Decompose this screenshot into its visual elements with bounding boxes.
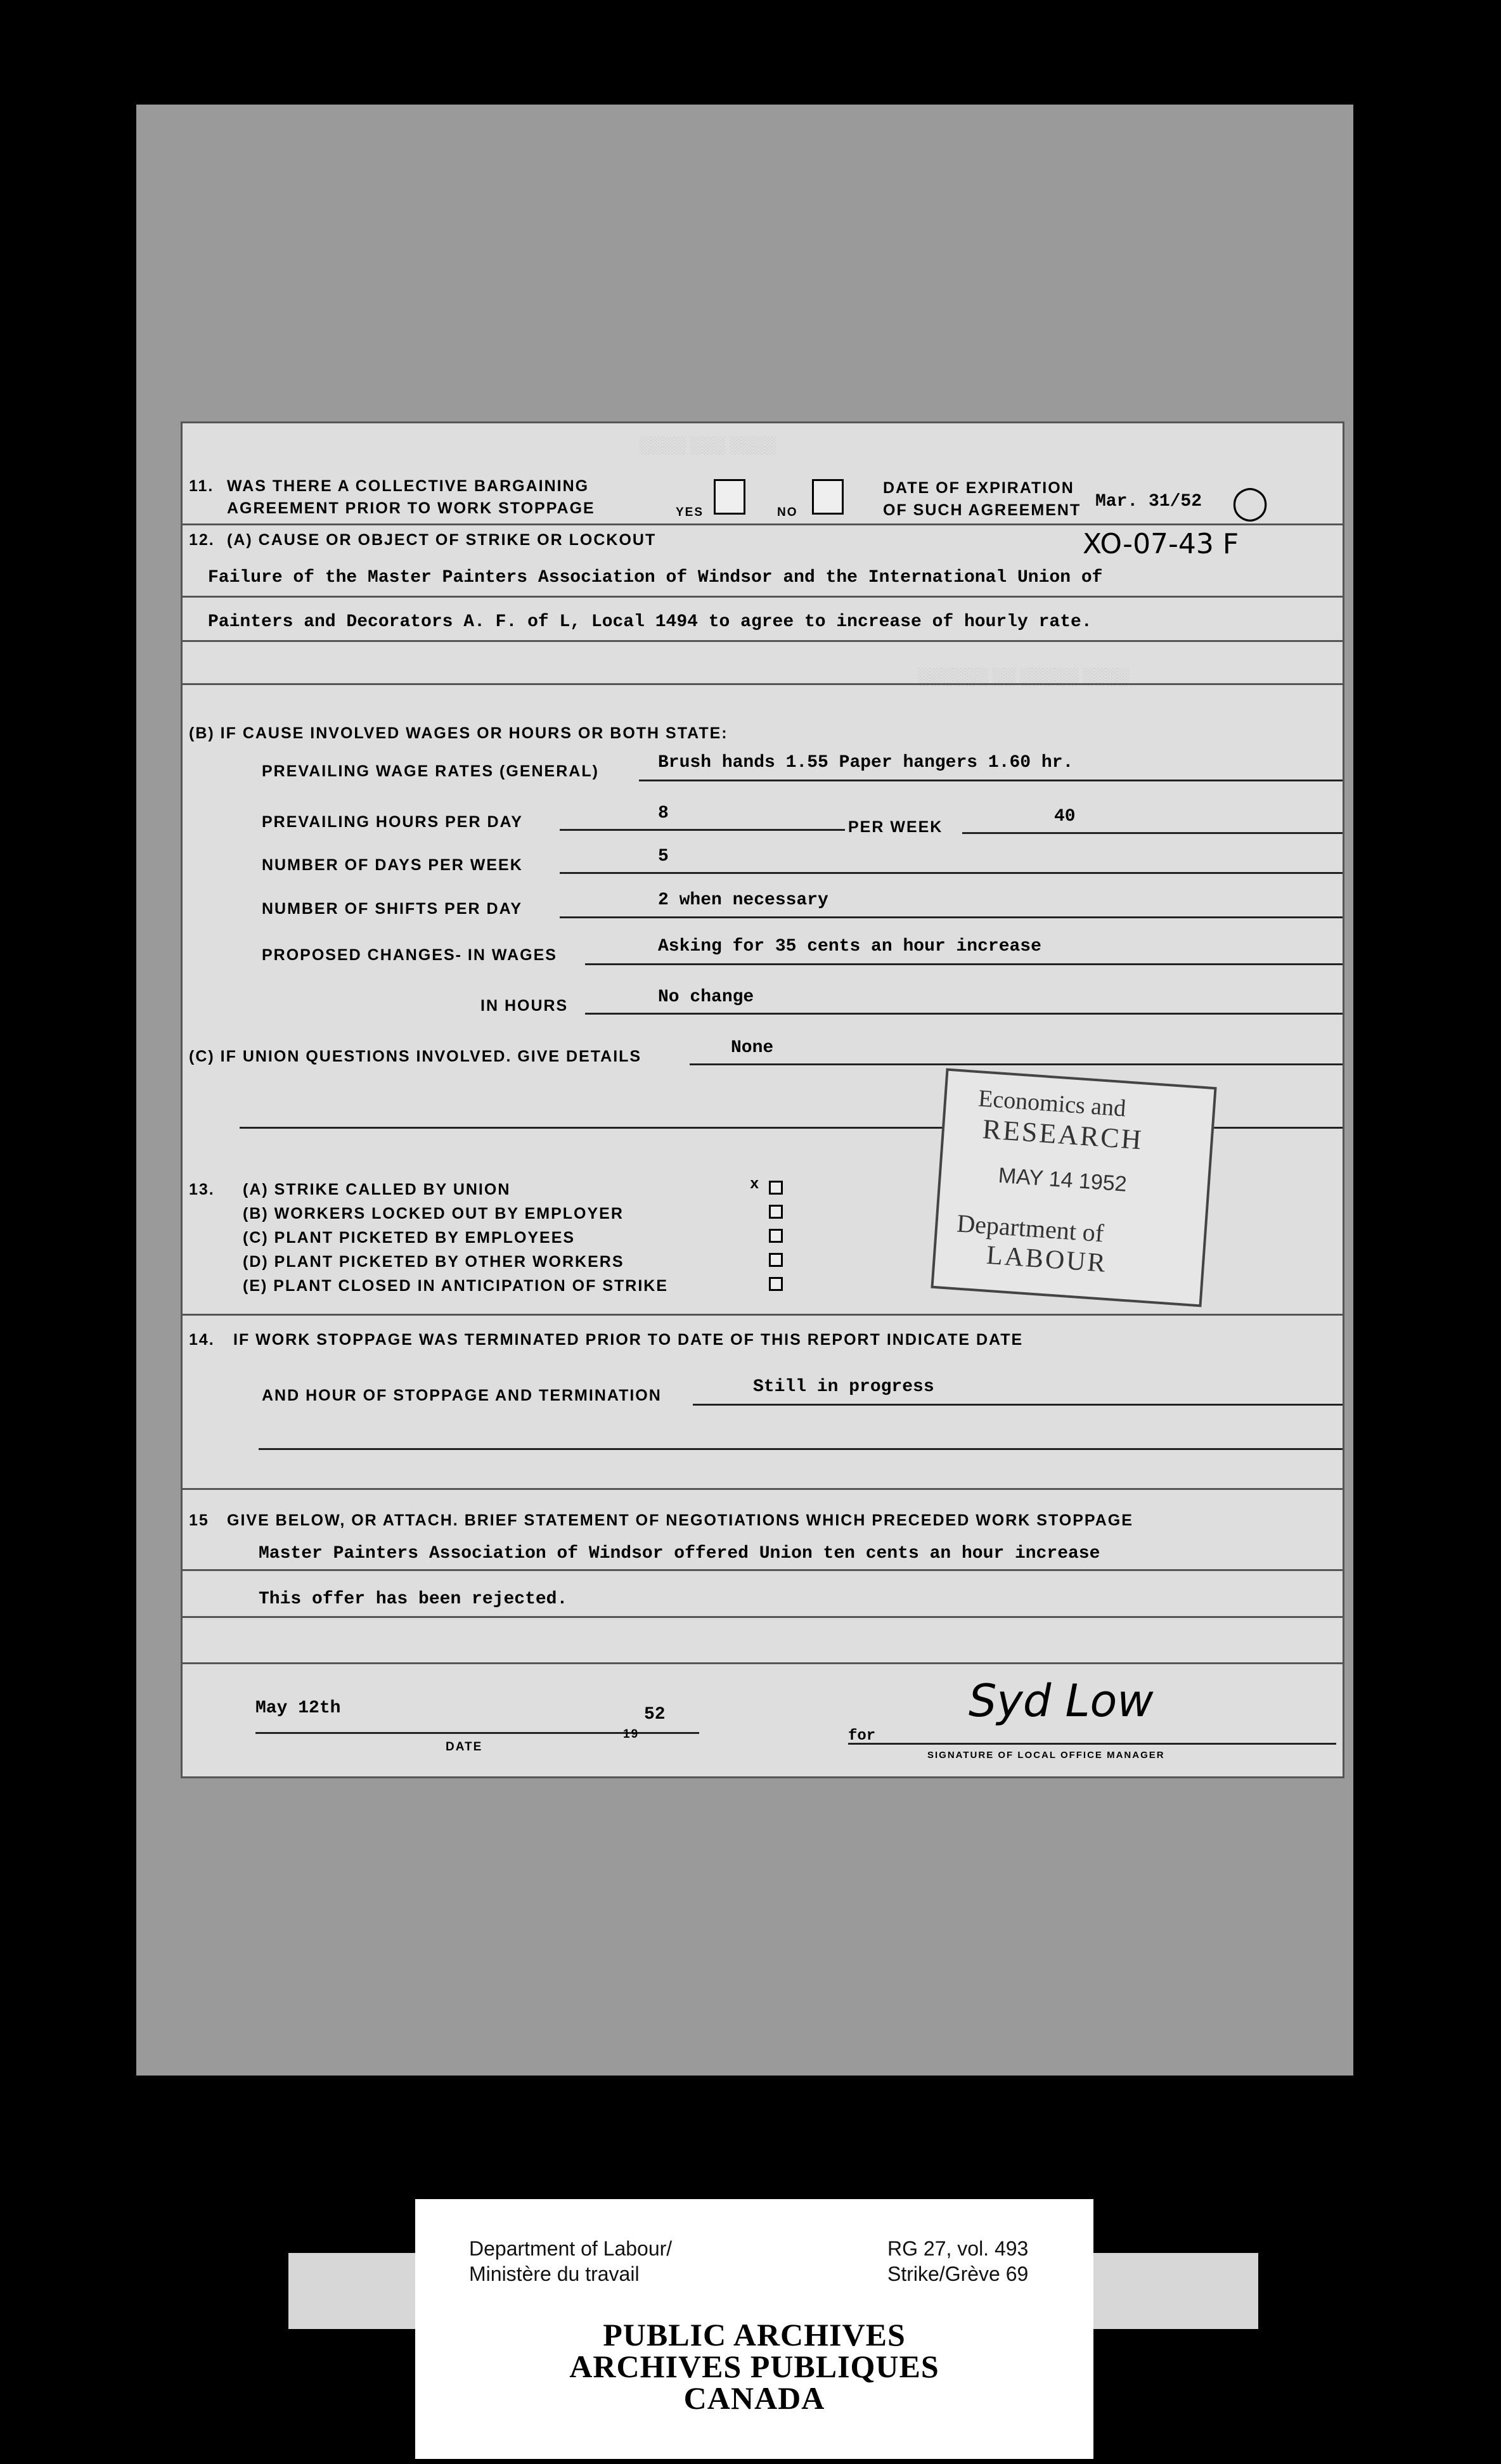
shifts-per-day-label: NUMBER OF SHIFTS PER DAY [262, 900, 523, 918]
stamp-line-3: Department of [956, 1209, 1105, 1248]
q11-line2: AGREEMENT PRIOR TO WORK STOPPAGE [227, 499, 595, 517]
manager-signature: Syd Low [969, 1675, 1154, 1727]
signature-label: SIGNATURE OF LOCAL OFFICE MANAGER [927, 1750, 1165, 1761]
stamp-date: MAY 14 1952 [997, 1163, 1128, 1197]
q14-line [693, 1404, 1343, 1406]
report-date-value: May 12th [255, 1698, 341, 1718]
hours-per-day-value: 8 [658, 804, 669, 823]
proposed-wages-line [585, 963, 1343, 965]
q13-checkbox-e[interactable] [769, 1277, 783, 1291]
q13-item-e: (E) PLANT CLOSED IN ANTICIPATION OF STRIKE [243, 1277, 669, 1295]
q14-line2: AND HOUR OF STOPPAGE AND TERMINATION [262, 1387, 662, 1404]
rule [183, 683, 1343, 685]
hours-per-day-line [560, 829, 845, 831]
rule [183, 523, 1343, 525]
q14-number: 14. [189, 1331, 215, 1349]
q11-no-label: NO [777, 506, 798, 519]
q15-label: GIVE BELOW, OR ATTACH. BRIEF STATEMENT OF NEGOTIATIONS WHICH PRECEDED WORK STOPPAGE [227, 1511, 1133, 1529]
archive-ref-volume: RG 27, vol. 493 [887, 2237, 1029, 2260]
q12a-label: (A) CAUSE OR OBJECT OF STRIKE OR LOCKOUT [227, 531, 657, 549]
report-year-value: 52 [644, 1705, 666, 1724]
q12c-value: None [731, 1038, 774, 1058]
report-year-prefix: 19 [623, 1728, 640, 1741]
handwritten-circle-mark: ◯ [1232, 484, 1269, 522]
q11-line1: WAS THERE A COLLECTIVE BARGAINING [227, 477, 589, 495]
proposed-hours-value: No change [658, 987, 754, 1007]
rule [183, 1314, 1343, 1316]
proposed-hours-line [585, 1013, 1343, 1015]
q12b-label: (B) IF CAUSE INVOLVED WAGES OR HOURS OR BOTH STATE: [189, 724, 728, 742]
q14-value: Still in progress [753, 1377, 934, 1397]
rule [183, 1616, 1343, 1618]
report-date-label: DATE [446, 1740, 483, 1754]
q11-expiration-value: Mar. 31/52 [1095, 492, 1202, 511]
stamp-line-4: LABOUR [985, 1240, 1109, 1278]
stamp-line-2: RESEARCH [981, 1113, 1145, 1156]
public-archives-canada: CANADA [683, 2380, 825, 2416]
proposed-wages-value: Asking for 35 cents an hour increase [658, 937, 1041, 956]
q13-item-c: (C) PLANT PICKETED BY EMPLOYEES [243, 1229, 576, 1247]
q13-number: 13. [189, 1181, 215, 1198]
q13-mark-x: x [750, 1176, 759, 1193]
ghost-text: ░░░░░░ ░░ ░░░░░ ░░░░ [918, 667, 1129, 686]
q14-line1: IF WORK STOPPAGE WAS TERMINATED PRIOR TO DATE OF THIS REPORT INDICATE DATE [233, 1331, 1024, 1349]
q11-no-checkbox[interactable] [812, 479, 844, 515]
q15-statement-line-1: Master Painters Association of Windsor offered Union ten cents an hour increase [259, 1544, 1100, 1563]
q12a-cause-line-2: Painters and Decorators A. F. of L, Local 1494 to agree to increase of hourly rate. [208, 612, 1092, 632]
q12-number: 12. [189, 531, 215, 549]
q13-item-d: (D) PLANT PICKETED BY OTHER WORKERS [243, 1253, 624, 1271]
q11-yes-label: YES [676, 506, 704, 519]
q11-expiration-label-1: DATE OF EXPIRATION [883, 479, 1074, 497]
days-per-week-value: 5 [658, 847, 669, 866]
archive-ref-strike: Strike/Grève 69 [887, 2262, 1029, 2285]
q15-statement-line-2: This offer has been rejected. [259, 1589, 568, 1609]
q11-expiration-label-2: OF SUCH AGREEMENT [883, 501, 1081, 519]
signature-line [848, 1743, 1336, 1745]
handwritten-file-reference: XO-07-43 F [1083, 528, 1239, 560]
public-archives-en: PUBLIC ARCHIVES [603, 2317, 906, 2352]
q12c-line [690, 1063, 1343, 1065]
hours-per-day-label: PREVAILING HOURS PER DAY [262, 813, 523, 831]
rule [183, 1488, 1343, 1490]
received-stamp [931, 1068, 1216, 1307]
days-per-week-line [560, 872, 1343, 874]
archive-label-card [415, 2199, 1093, 2459]
q11-number: 11. [189, 477, 214, 495]
q13-checkbox-a[interactable] [769, 1181, 783, 1195]
q13-checkbox-d[interactable] [769, 1253, 783, 1267]
archive-dept-en: Department of Labour/ [469, 2237, 673, 2260]
per-week-value: 40 [1054, 807, 1076, 826]
public-archives-fr: ARCHIVES PUBLIQUES [569, 2349, 939, 2384]
days-per-week-label: NUMBER OF DAYS PER WEEK [262, 856, 523, 874]
archive-dept-fr: Ministère du travail [469, 2262, 640, 2285]
q11-yes-checkbox[interactable] [714, 479, 745, 515]
rule [183, 1569, 1343, 1571]
rule [183, 1662, 1343, 1664]
proposed-wages-label: PROPOSED CHANGES- IN WAGES [262, 946, 557, 964]
signature-for: for [848, 1728, 876, 1745]
q12a-cause-line-1: Failure of the Master Painters Association of Windsor and the International Union of [208, 568, 1103, 587]
q13-checkbox-c[interactable] [769, 1229, 783, 1243]
q13-item-b: (B) WORKERS LOCKED OUT BY EMPLOYER [243, 1205, 624, 1222]
q13-checkbox-b[interactable] [769, 1205, 783, 1219]
wage-rates-line [639, 780, 1343, 781]
wage-rates-value: Brush hands 1.55 Paper hangers 1.60 hr. [658, 753, 1074, 773]
q12c-label: (C) IF UNION QUESTIONS INVOLVED. GIVE DETAILS [189, 1048, 642, 1065]
q15-number: 15 [189, 1511, 209, 1529]
stamp-line-1: Economics and [977, 1085, 1127, 1122]
rule [183, 640, 1343, 642]
per-week-line [962, 832, 1343, 834]
per-week-label: PER WEEK [848, 818, 943, 836]
q14-extra-line [259, 1448, 1343, 1450]
wage-rates-label: PREVAILING WAGE RATES (GENERAL) [262, 762, 599, 780]
proposed-hours-label: IN HOURS [480, 997, 569, 1015]
shifts-per-day-value: 2 when necessary [658, 890, 828, 910]
rule [183, 596, 1343, 598]
ghost-text: ░░░░ ░░░ ░░░░ [639, 436, 776, 454]
shifts-per-day-line [560, 916, 1343, 918]
q13-item-a: (A) STRIKE CALLED BY UNION [243, 1181, 511, 1198]
